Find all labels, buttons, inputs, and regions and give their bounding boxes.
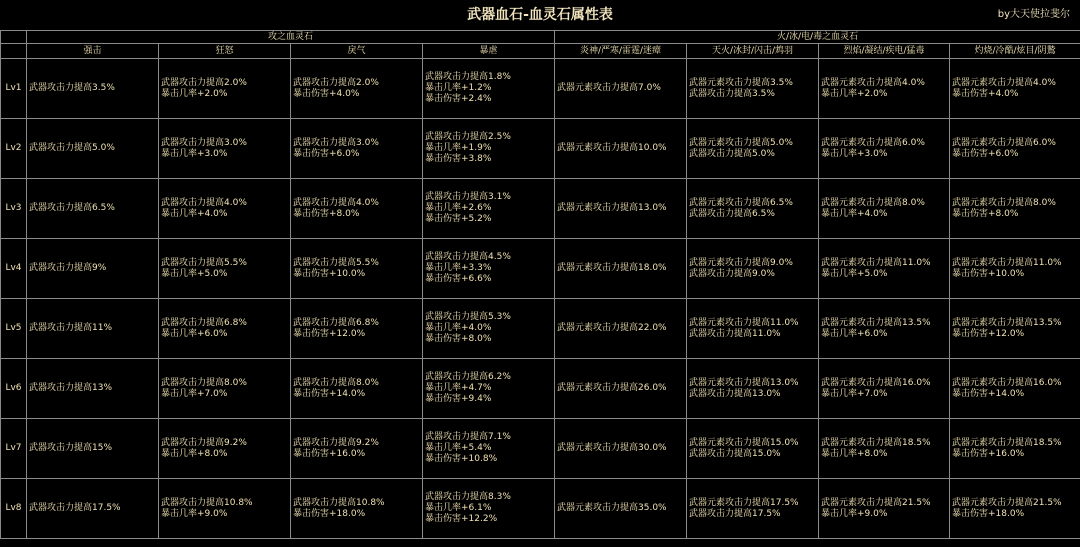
column-header: 强击 xyxy=(27,44,159,59)
stat-line: 暴击伤害+8.0% xyxy=(952,208,1019,219)
stat-cell xyxy=(950,59,1080,119)
stat-line: 暴击伤害+6.0% xyxy=(952,148,1019,159)
stat-line: 暴击伤害+16.0% xyxy=(952,448,1025,459)
stat-cell xyxy=(819,359,950,419)
stat-line: 暴击几率+3.0% xyxy=(821,148,888,159)
stat-cell xyxy=(950,299,1080,359)
stat-line: 武器元素攻击力提高18.5% xyxy=(952,437,1062,448)
stat-line: 武器元素攻击力提高21.5% xyxy=(821,497,931,508)
stat-line: 暴击伤害+4.0% xyxy=(952,88,1019,99)
stat-line: 暴击伤害+14.0% xyxy=(952,388,1025,399)
stat-line: 暴击几率+5.0% xyxy=(161,268,228,279)
level-label: Lv2 xyxy=(1,119,27,179)
stat-line: 武器元素攻击力提高11.0% xyxy=(952,257,1062,268)
stat-line: 暴击伤害+5.2% xyxy=(425,214,492,224)
stat-cell xyxy=(819,179,950,239)
stat-line: 暴击几率+1.9% xyxy=(425,143,492,153)
stat-line: 武器元素攻击力提高3.5% xyxy=(689,77,793,88)
stat-cell xyxy=(423,299,555,359)
stat-cell xyxy=(27,59,159,119)
stat-line: 暴击伤害+12.0% xyxy=(952,328,1025,339)
stat-line: 暴击伤害+10.0% xyxy=(952,268,1025,279)
stat-line: 武器元素攻击力提高13.0% xyxy=(689,377,799,388)
stat-line: 暴击几率+8.0% xyxy=(821,448,888,459)
stat-line: 武器攻击力提高3.5% xyxy=(29,83,115,93)
stat-cell xyxy=(27,179,159,239)
stat-cell xyxy=(687,359,819,419)
stat-cell xyxy=(159,359,291,419)
stat-line: 武器元素攻击力提高13.5% xyxy=(952,317,1062,328)
level-label: Lv4 xyxy=(1,239,27,299)
table-row xyxy=(1,59,1080,119)
stat-line: 暴击伤害+6.0% xyxy=(293,148,360,159)
stat-line: 暴击伤害+14.0% xyxy=(293,388,366,399)
stat-cell xyxy=(555,419,687,479)
level-label: Lv8 xyxy=(1,479,27,539)
stat-line: 武器元素攻击力提高6.0% xyxy=(821,137,925,148)
stat-cell xyxy=(555,59,687,119)
level-label: Lv5 xyxy=(1,299,27,359)
table-row xyxy=(1,419,1080,479)
stat-line: 暴击几率+9.0% xyxy=(821,508,888,519)
stat-line: 武器元素攻击力提高10.0% xyxy=(557,143,667,153)
corner-cell xyxy=(1,31,27,44)
column-header: 暴虐 xyxy=(423,44,555,59)
stat-line: 武器攻击力提高3.0% xyxy=(293,137,379,148)
stat-line: 武器元素攻击力提高16.0% xyxy=(821,377,931,388)
stat-line: 武器元素攻击力提高22.0% xyxy=(557,323,667,333)
stat-line: 暴击伤害+6.6% xyxy=(425,274,492,284)
stat-line: 武器攻击力提高15.0% xyxy=(689,448,781,459)
stat-cell xyxy=(555,119,687,179)
stat-line: 暴击伤害+10.0% xyxy=(293,268,366,279)
stat-line: 暴击几率+4.0% xyxy=(425,323,492,333)
stat-line: 暴击几率+6.1% xyxy=(425,503,492,513)
stat-cell xyxy=(291,179,423,239)
stat-line: 武器攻击力提高11% xyxy=(29,323,113,333)
stat-line: 暴击几率+5.0% xyxy=(821,268,888,279)
corner-cell xyxy=(1,44,27,59)
stat-line: 武器元素攻击力提高6.5% xyxy=(689,197,793,208)
stat-line: 武器攻击力提高5.5% xyxy=(293,257,379,268)
column-header: 炎神/严寒/雷霆/迷瘴 xyxy=(555,44,687,59)
stat-line: 暴击伤害+12.2% xyxy=(425,514,498,524)
stat-line: 武器攻击力提高6.5% xyxy=(689,208,775,219)
stat-line: 武器元素攻击力提高9.0% xyxy=(689,257,793,268)
stat-cell xyxy=(291,479,423,539)
stat-line: 暴击伤害+4.0% xyxy=(293,88,360,99)
stat-cell xyxy=(291,59,423,119)
author-credit: by大天使拉斐尔 xyxy=(997,9,1070,20)
stat-cell xyxy=(423,479,555,539)
stat-line: 武器攻击力提高8.3% xyxy=(425,492,511,502)
stat-line: 武器攻击力提高10.8% xyxy=(293,497,385,508)
stat-cell xyxy=(555,239,687,299)
stat-line: 暴击几率+6.0% xyxy=(821,328,888,339)
table-row xyxy=(1,359,1080,419)
stat-line: 暴击几率+8.0% xyxy=(161,448,228,459)
stat-cell xyxy=(950,119,1080,179)
stat-cell xyxy=(423,59,555,119)
stat-line: 暴击几率+2.0% xyxy=(821,88,888,99)
stat-line: 武器元素攻击力提高11.0% xyxy=(689,317,799,328)
stat-line: 武器攻击力提高3.0% xyxy=(161,137,247,148)
column-header: 天火/冰封/闪击/鸩羽 xyxy=(687,44,819,59)
stat-line: 暴击几率+3.3% xyxy=(425,263,492,273)
stat-cell xyxy=(555,479,687,539)
stat-line: 暴击几率+7.0% xyxy=(161,388,228,399)
group-header-attack: 攻之血灵石 xyxy=(27,31,555,44)
stat-line: 武器元素攻击力提高18.5% xyxy=(821,437,931,448)
stat-line: 武器攻击力提高9% xyxy=(29,263,107,273)
stat-line: 武器攻击力提高4.0% xyxy=(293,197,379,208)
column-header: 戾气 xyxy=(291,44,423,59)
stat-line: 武器元素攻击力提高8.0% xyxy=(952,197,1056,208)
stat-cell xyxy=(687,119,819,179)
stat-cell xyxy=(159,59,291,119)
stat-line: 武器攻击力提高6.8% xyxy=(161,317,247,328)
stat-cell xyxy=(555,299,687,359)
stat-cell xyxy=(27,239,159,299)
level-label: Lv1 xyxy=(1,59,27,119)
table-row xyxy=(1,179,1080,239)
stat-line: 武器攻击力提高9.2% xyxy=(293,437,379,448)
stat-line: 暴击几率+3.0% xyxy=(161,148,228,159)
stat-line: 暴击伤害+9.4% xyxy=(425,394,492,404)
column-header: 狂怒 xyxy=(159,44,291,59)
stat-line: 暴击几率+9.0% xyxy=(161,508,228,519)
stat-cell xyxy=(27,119,159,179)
stat-line: 武器攻击力提高8.0% xyxy=(161,377,247,388)
stat-line: 武器元素攻击力提高16.0% xyxy=(952,377,1062,388)
stat-cell xyxy=(555,359,687,419)
stat-cell xyxy=(687,419,819,479)
stat-cell xyxy=(159,479,291,539)
stat-cell xyxy=(423,359,555,419)
stat-cell xyxy=(950,239,1080,299)
stat-line: 武器攻击力提高4.5% xyxy=(425,252,511,262)
stat-line: 暴击几率+4.7% xyxy=(425,383,492,393)
stat-line: 武器攻击力提高9.2% xyxy=(161,437,247,448)
stat-cell xyxy=(27,299,159,359)
table-row xyxy=(1,239,1080,299)
stat-cell xyxy=(159,419,291,479)
level-label: Lv3 xyxy=(1,179,27,239)
stat-line: 暴击几率+4.0% xyxy=(161,208,228,219)
stat-line: 武器攻击力提高9.0% xyxy=(689,268,775,279)
stat-line: 武器元素攻击力提高35.0% xyxy=(557,503,667,513)
bloodstone-table xyxy=(0,30,1080,539)
column-header: 灼烧/冷酷/炫目/阴鷙 xyxy=(950,44,1080,59)
stat-line: 武器攻击力提高5.0% xyxy=(29,143,115,153)
stat-cell xyxy=(27,419,159,479)
stat-cell xyxy=(291,299,423,359)
stat-line: 暴击伤害+2.4% xyxy=(425,94,492,104)
stat-cell xyxy=(159,239,291,299)
stat-line: 暴击伤害+16.0% xyxy=(293,448,366,459)
stat-line: 武器元素攻击力提高8.0% xyxy=(821,197,925,208)
stat-cell xyxy=(687,299,819,359)
stat-line: 武器元素攻击力提高17.5% xyxy=(689,497,799,508)
stat-line: 武器攻击力提高3.1% xyxy=(425,192,511,202)
stat-cell xyxy=(291,359,423,419)
level-label: Lv6 xyxy=(1,359,27,419)
table-title: 武器血石-血灵石属性表 xyxy=(467,7,613,23)
stat-line: 武器攻击力提高5.3% xyxy=(425,312,511,322)
stat-line: 暴击几率+1.2% xyxy=(425,83,492,93)
stat-line: 暴击伤害+10.8% xyxy=(425,454,498,464)
stat-line: 武器攻击力提高3.5% xyxy=(689,88,775,99)
stat-line: 武器攻击力提高2.0% xyxy=(293,77,379,88)
stat-line: 武器攻击力提高7.1% xyxy=(425,432,511,442)
stat-line: 武器攻击力提高6.2% xyxy=(425,372,511,382)
level-label: Lv7 xyxy=(1,419,27,479)
stat-line: 武器攻击力提高10.8% xyxy=(161,497,253,508)
stat-line: 武器攻击力提高2.5% xyxy=(425,132,511,142)
stat-cell xyxy=(950,179,1080,239)
stat-line: 武器攻击力提高5.0% xyxy=(689,148,775,159)
stat-line: 暴击伤害+3.8% xyxy=(425,154,492,164)
stat-cell xyxy=(819,59,950,119)
stat-cell xyxy=(423,179,555,239)
table-row xyxy=(1,119,1080,179)
stat-line: 武器攻击力提高4.0% xyxy=(161,197,247,208)
group-header-element: 火/冰/电/毒之血灵石 xyxy=(555,31,1080,44)
stat-line: 武器攻击力提高13.0% xyxy=(689,388,781,399)
stat-cell xyxy=(423,239,555,299)
stat-line: 武器元素攻击力提高18.0% xyxy=(557,263,667,273)
stat-line: 武器攻击力提高2.0% xyxy=(161,77,247,88)
stat-cell xyxy=(950,419,1080,479)
stat-line: 武器攻击力提高8.0% xyxy=(293,377,379,388)
stat-line: 武器攻击力提高1.8% xyxy=(425,72,511,82)
stat-line: 武器攻击力提高11.0% xyxy=(689,328,781,339)
stat-cell xyxy=(687,179,819,239)
stat-line: 武器元素攻击力提高21.5% xyxy=(952,497,1062,508)
stat-line: 武器元素攻击力提高4.0% xyxy=(821,77,925,88)
stat-cell xyxy=(687,239,819,299)
stat-cell xyxy=(950,479,1080,539)
stat-line: 暴击几率+2.0% xyxy=(161,88,228,99)
stat-line: 暴击几率+6.0% xyxy=(161,328,228,339)
stat-cell xyxy=(950,359,1080,419)
stat-line: 武器元素攻击力提高11.0% xyxy=(821,257,931,268)
stat-line: 武器攻击力提高5.5% xyxy=(161,257,247,268)
stat-line: 暴击伤害+18.0% xyxy=(952,508,1025,519)
stat-cell xyxy=(819,479,950,539)
stat-cell xyxy=(819,119,950,179)
stat-line: 武器元素攻击力提高13.5% xyxy=(821,317,931,328)
stat-line: 武器攻击力提高6.5% xyxy=(29,203,115,213)
stat-line: 暴击几率+2.6% xyxy=(425,203,492,213)
stat-line: 暴击伤害+8.0% xyxy=(425,334,492,344)
stat-line: 武器攻击力提高6.8% xyxy=(293,317,379,328)
stat-cell xyxy=(819,419,950,479)
stat-cell xyxy=(291,119,423,179)
stat-line: 武器攻击力提高17.5% xyxy=(29,503,121,513)
stat-line: 武器元素攻击力提高13.0% xyxy=(557,203,667,213)
stat-line: 暴击伤害+18.0% xyxy=(293,508,366,519)
stat-cell xyxy=(555,179,687,239)
stat-line: 武器元素攻击力提高5.0% xyxy=(689,137,793,148)
stat-line: 武器元素攻击力提高6.0% xyxy=(952,137,1056,148)
stat-cell xyxy=(687,59,819,119)
stat-line: 暴击伤害+12.0% xyxy=(293,328,366,339)
stat-cell xyxy=(27,359,159,419)
stat-line: 武器攻击力提高15% xyxy=(29,443,113,453)
table-row xyxy=(1,299,1080,359)
stat-cell xyxy=(291,419,423,479)
stat-cell xyxy=(819,299,950,359)
stat-cell xyxy=(159,299,291,359)
stat-line: 武器攻击力提高17.5% xyxy=(689,508,781,519)
stat-cell xyxy=(291,239,423,299)
stat-line: 武器元素攻击力提高30.0% xyxy=(557,443,667,453)
stat-cell xyxy=(27,479,159,539)
stat-cell xyxy=(159,179,291,239)
stat-line: 暴击几率+7.0% xyxy=(821,388,888,399)
stat-cell xyxy=(687,479,819,539)
stat-line: 武器元素攻击力提高26.0% xyxy=(557,383,667,393)
stat-line: 暴击几率+5.4% xyxy=(425,443,492,453)
column-header: 烈焰/凝结/疾电/猛毒 xyxy=(819,44,950,59)
stat-line: 暴击伤害+8.0% xyxy=(293,208,360,219)
stat-cell xyxy=(159,119,291,179)
stat-line: 武器攻击力提高13% xyxy=(29,383,113,393)
stat-line: 武器元素攻击力提高7.0% xyxy=(557,83,661,93)
table-row xyxy=(1,479,1080,539)
stat-line: 武器元素攻击力提高15.0% xyxy=(689,437,799,448)
stat-line: 武器元素攻击力提高4.0% xyxy=(952,77,1056,88)
stat-cell xyxy=(819,239,950,299)
stat-cell xyxy=(423,119,555,179)
stat-line: 暴击几率+4.0% xyxy=(821,208,888,219)
stat-cell xyxy=(423,419,555,479)
